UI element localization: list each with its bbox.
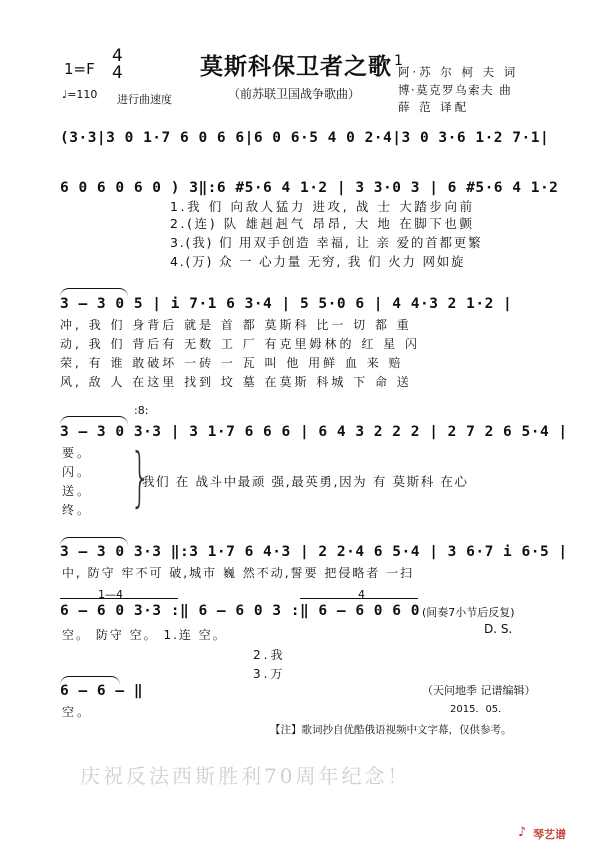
lyric-row-3-line-4: 风, 敌 人 在这里 找到 坟 墓 在莫斯 科城 下 命 送 bbox=[60, 375, 412, 389]
verse-mark-3: 3.万 bbox=[253, 667, 286, 681]
lyric-row-5: 中, 防守 牢不可 破,城市 巍 然不动,誓要 把侵略者 一扫 bbox=[62, 566, 415, 580]
lyric-row-3-line-3: 荣, 有 谁 敢破坏 一砖 一 瓦 叫 他 用鲜 血 来 赔 bbox=[60, 356, 404, 370]
title-superscript: 1 bbox=[394, 53, 404, 70]
lyric-row-7: 空。 bbox=[62, 705, 93, 719]
lyric-verse-4: 4.(万) 众 一 心力量 无穷, 我 们 火力 网如旋 bbox=[170, 254, 466, 269]
tempo-marking: 进行曲速度 bbox=[117, 93, 172, 106]
lyric-row-6: 空。 防守 空。 1.连 空。 bbox=[62, 628, 227, 642]
repeat-note: (间奏7小节后反复) bbox=[422, 606, 515, 619]
score-row-6: 6 – 6 0 3·3 :‖ 6 – 6 0 3 :‖ 6 – 6 0 6 0 bbox=[60, 603, 420, 619]
score-row-2: 6 0 6 0 6 0 ) 3‖:6 #5·6 4 1·2 | 3 3·0 3 | 6 #5·6 4 1·2 bbox=[60, 180, 559, 196]
segno-mark: :8: bbox=[134, 404, 149, 417]
score-row-5: 3 – 3 0 3·3 ‖:3 1·7 6 4·3 | 2 2·4 6 5·4 | 3 6·7 i 6·5 | bbox=[60, 544, 568, 560]
score-row-4: 3 – 3 0 3·3 | 3 1·7 6 6 6 | 6 4 3 2 2 2 | 2 7 2 6 5·4 | bbox=[60, 424, 568, 440]
lyric-row-4-4: 终。 bbox=[62, 503, 93, 517]
site-logo: 琴艺谱 bbox=[533, 828, 566, 841]
logo-icon: ♪ bbox=[518, 825, 527, 840]
annotation-note: 【注】歌词抄自优酷俄语视频中文字幕，仅供参考。 bbox=[270, 724, 512, 736]
lyric-chorus: 我们 在 战斗中最顽 强,最英勇,因为 有 莫斯科 在心 bbox=[142, 474, 469, 489]
brace-mark: } bbox=[130, 441, 151, 515]
volta-label-2: 4 bbox=[358, 588, 365, 601]
lyric-row-4-1: 要。 bbox=[62, 446, 93, 460]
score-row-1: (3·3|3 0 1·7 6 0 6 6|6 0 6·5 4 0 2·4|3 0 3·6 1·2 7·1| bbox=[60, 130, 550, 146]
date-stamp: 2015．05． bbox=[450, 704, 509, 715]
time-signature bbox=[112, 48, 123, 82]
key-signature: 1=F bbox=[64, 60, 95, 78]
time-top: 4 bbox=[112, 46, 123, 66]
lyric-verse-1: 1.我 们 向敌人猛力 进攻, 战 士 大踏步向前 bbox=[170, 199, 475, 214]
score-row-3: 3 – 3 0 5 | i 7·1 6 3·4 | 5 5·0 6 | 4 4·3 2 1·2 | bbox=[60, 296, 513, 312]
credit-composer: 博·莫克罗乌索夫 曲 bbox=[398, 83, 513, 97]
lyric-verse-3: 3.(我) 们 用双手创造 幸福, 让 亲 爱的首都更繁 bbox=[170, 235, 483, 250]
time-bottom: 4 bbox=[112, 63, 123, 83]
score-row-7: 6 – 6 – ‖ bbox=[60, 683, 144, 699]
volta-label-1: 1—4 bbox=[98, 588, 123, 601]
verse-mark-2: 2.我 bbox=[253, 648, 286, 662]
credit-translator: 薛 范 译配 bbox=[398, 100, 470, 114]
page-title bbox=[200, 48, 404, 81]
tempo: ♩=110 bbox=[62, 88, 98, 101]
credit-lyricist: 阿·苏 尔 柯 夫 词 bbox=[398, 65, 519, 79]
lyric-verse-2: 2.(连) 队 雄赳赳气 昂昂, 大 地 在脚下也颤 bbox=[170, 216, 475, 231]
editor-credit: （天问地季 记谱编辑） bbox=[422, 684, 536, 697]
footer-banner: 庆祝反法西斯胜利70周年纪念！ bbox=[80, 764, 411, 788]
title-text: 莫斯科保卫者之歌 bbox=[200, 54, 392, 80]
lyric-row-3-line-2: 动, 我 们 背后有 无数 工 厂 有克里姆林的 红 星 闪 bbox=[60, 337, 420, 351]
lyric-row-4-3: 送。 bbox=[62, 484, 93, 498]
page-subtitle: （前苏联卫国战争歌曲） bbox=[228, 87, 361, 101]
dal-segno: D. S. bbox=[484, 622, 513, 636]
lyric-row-4-2: 闪。 bbox=[62, 465, 93, 479]
lyric-row-3-line-1: 冲, 我 们 身背后 就是 首 都 莫斯科 比一 切 都 重 bbox=[60, 318, 412, 332]
